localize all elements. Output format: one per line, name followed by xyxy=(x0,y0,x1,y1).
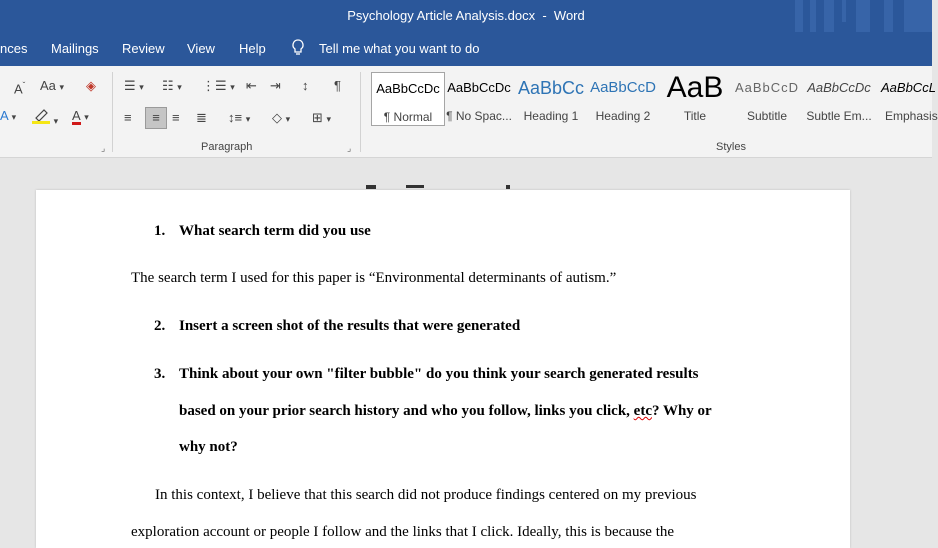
ribbon-tabs xyxy=(0,32,932,66)
style-name: Heading 1 xyxy=(523,109,579,123)
lightbulb-icon xyxy=(291,39,305,60)
style-sample: AaBbCcD xyxy=(590,79,656,96)
align-left-icon[interactable]: ≡ xyxy=(124,110,132,125)
text-effects-icon[interactable]: A ▾ xyxy=(0,108,17,123)
tab-help[interactable]: Help xyxy=(239,41,266,56)
increase-indent-icon[interactable]: ⇥ xyxy=(270,78,281,93)
style-sample: AaBbCcDc xyxy=(376,81,440,96)
title-decoration xyxy=(824,0,834,32)
change-case-button[interactable]: Aa ▾ xyxy=(40,78,65,93)
multilevel-list-icon[interactable]: ⋮☰ ▾ xyxy=(202,78,235,93)
spelling-error-word[interactable]: etc xyxy=(633,403,652,419)
group-divider xyxy=(112,72,113,152)
style-sample: AaBbCcD xyxy=(734,80,800,95)
highlight-color-icon[interactable]: ▾ xyxy=(32,108,58,129)
question-3-line-3: why not? xyxy=(179,439,238,455)
style-title[interactable] xyxy=(659,72,731,124)
tab-view[interactable]: View xyxy=(187,41,215,56)
title-bar xyxy=(0,0,932,32)
decrease-indent-icon[interactable]: ⇤ xyxy=(246,78,257,93)
answer-1: The search term I used for this paper is “Environmental determinants of autism.” xyxy=(131,270,617,286)
tab-mailings[interactable]: Mailings xyxy=(51,41,99,56)
cut-off-text-fragment xyxy=(366,185,516,191)
style-subtitle[interactable] xyxy=(731,72,803,124)
title-decoration xyxy=(810,0,816,32)
style-sample: AaB xyxy=(666,71,724,104)
question-1: What search term did you use xyxy=(179,223,371,239)
font-dialog-launcher-icon[interactable]: ⌟ xyxy=(101,143,106,153)
styles-group-label: Styles xyxy=(716,141,746,153)
question-3-text: based on your prior search history and who you follow, links you click, xyxy=(179,403,634,419)
style-heading-1[interactable] xyxy=(515,72,587,124)
style-sample: AaBbCc xyxy=(517,78,585,98)
style-name: Subtle Em... xyxy=(806,109,872,123)
style-no-spacing[interactable] xyxy=(443,72,515,124)
align-right-icon[interactable]: ≡ xyxy=(172,110,180,125)
question-3-line-1: Think about your own "filter bubble" do you think your search generated results xyxy=(179,366,699,382)
style-subtle-emphasis[interactable] xyxy=(803,72,875,124)
paragraph-group-label: Paragraph xyxy=(201,141,253,153)
question-3-number: 3. xyxy=(154,366,166,382)
decrease-font-icon[interactable]: $A^ˇ$ xyxy=(14,81,26,97)
style-emphasis[interactable] xyxy=(875,72,938,124)
question-3-text: ? Why or xyxy=(651,403,712,419)
justify-icon[interactable]: ≣ xyxy=(196,110,207,125)
question-2: Insert a screen shot of the results that were generated xyxy=(179,318,521,334)
sort-icon[interactable]: ↕ xyxy=(302,78,309,93)
style-sample: AaBbCcDc xyxy=(447,80,511,95)
line-spacing-icon[interactable]: ↕≡ ▾ xyxy=(228,110,251,125)
window-title: Psychology Article Analysis.docx - Word xyxy=(347,8,585,23)
style-sample: AaBbCcL xyxy=(881,80,936,95)
ribbon xyxy=(0,66,938,158)
style-name: Subtitle xyxy=(746,109,788,123)
paragraph-dialog-launcher-icon[interactable]: ⌟ xyxy=(347,143,352,153)
style-heading-2[interactable] xyxy=(587,72,659,124)
question-3-line-2 xyxy=(179,403,712,420)
question-1-number: 1. xyxy=(154,223,166,239)
style-name: Emphasis xyxy=(885,109,938,123)
question-2-number: 2. xyxy=(154,318,166,334)
tab-references[interactable]: nces xyxy=(0,41,28,56)
paragraph-line-1: In this context, I believe that this search did not produce findings centered on my previous xyxy=(155,487,697,503)
title-decoration xyxy=(842,0,846,22)
style-normal[interactable] xyxy=(371,72,445,126)
clear-formatting-icon[interactable]: ◈ xyxy=(86,78,96,93)
style-name: ¶ Normal xyxy=(383,110,433,124)
group-divider xyxy=(360,72,361,152)
title-decoration xyxy=(856,0,870,32)
tab-review[interactable]: Review xyxy=(122,41,165,56)
title-decoration xyxy=(904,0,932,32)
shading-icon[interactable]: ◇ ▾ xyxy=(272,110,291,125)
style-name: Heading 2 xyxy=(595,109,651,123)
style-name: ¶ No Spac... xyxy=(446,109,512,123)
style-name: Title xyxy=(683,109,707,123)
show-formatting-icon[interactable]: ¶ xyxy=(334,78,341,93)
tell-me-search[interactable]: Tell me what you want to do xyxy=(319,41,480,56)
paragraph-line-2: exploration account or people I follow and the links that I click. Ideally, this is because the xyxy=(131,524,675,540)
style-sample: AaBbCcDc xyxy=(807,80,871,95)
font-color-icon[interactable]: A ▾ xyxy=(72,108,89,123)
title-decoration xyxy=(884,0,893,32)
align-center-icon[interactable]: ≡ xyxy=(145,107,167,129)
bullets-icon[interactable]: ☰ ▾ xyxy=(124,78,144,93)
numbering-icon[interactable]: ☷ ▾ xyxy=(162,78,182,93)
title-decoration xyxy=(795,0,803,32)
borders-icon[interactable]: ⊞ ▾ xyxy=(312,110,332,125)
document-page[interactable] xyxy=(36,190,850,548)
